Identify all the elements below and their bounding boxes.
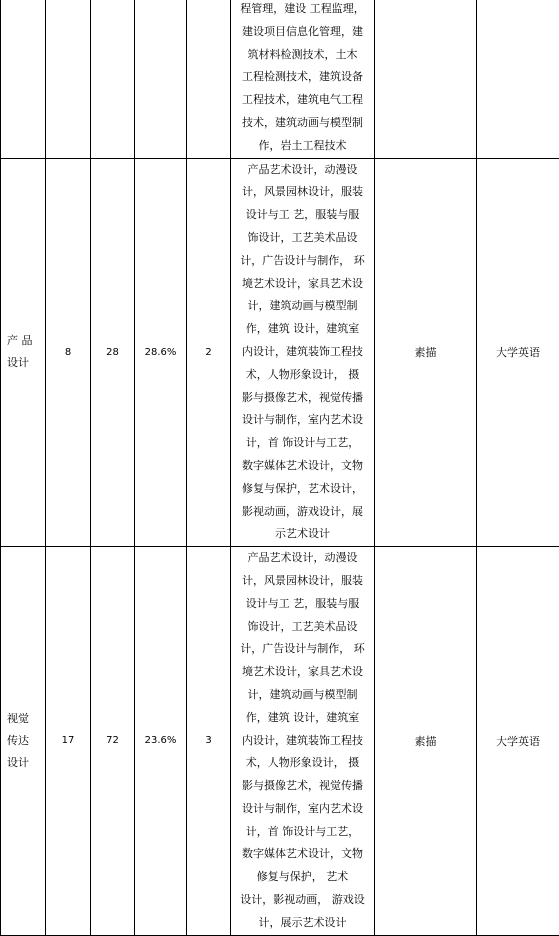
related-majors-line: 影与摄像艺术，视觉传播 [233, 387, 372, 410]
exam-subject-cell [477, 0, 559, 158]
related-majors-line: 示艺术设计 [233, 523, 372, 546]
related-majors-line: 计，建筑动画与模型制 [233, 295, 372, 318]
related-majors-cell [231, 547, 375, 936]
related-majors-line: 工程技术，建筑电气工程 [233, 89, 372, 112]
related-majors-line: 设计与工 艺，服装与服 [233, 593, 372, 616]
related-majors-line: 作，建筑 设计，建筑室 [233, 707, 372, 730]
related-majors-line: 计，广告设计与制作， 环 [233, 638, 372, 661]
related-majors-line: 内设计，建筑装饰工程技 [233, 730, 372, 753]
ratio-cell: 28.6% [135, 158, 187, 547]
related-majors-line: 修复与保护， 艺术 [233, 866, 372, 889]
related-majors-line: 技术，建筑动画与模型制 [233, 112, 372, 135]
level-cell [187, 0, 231, 158]
level-cell: 2 [187, 158, 231, 547]
exam-subject-cell: 素描 [375, 158, 477, 547]
level-cell: 3 [187, 547, 231, 936]
table-row [1, 0, 559, 158]
related-majors-line: 筑材料检测技术，土木 [233, 44, 372, 67]
exam-subject-cell: 大学英语 [477, 547, 559, 936]
exam-subject-cell: 大学英语 [477, 158, 559, 547]
plan-count-cell [91, 0, 135, 158]
enrollment-count-cell: 17 [46, 547, 91, 936]
plan-count-cell: 72 [91, 547, 135, 936]
major-name-cell [1, 158, 46, 547]
related-majors-line: 计，广告设计与制作， 环 [233, 250, 372, 273]
related-majors-line: 影视动画，游戏设计，展 [233, 501, 372, 524]
major-name-line: 设计 [7, 752, 45, 774]
related-majors-line: 饰设计，工艺美术品设 [233, 227, 372, 250]
enrollment-count-cell [46, 0, 91, 158]
related-majors-cell [231, 0, 375, 158]
table-row [1, 158, 559, 547]
related-majors-line: 产品艺术设计，动漫设 [233, 547, 372, 570]
ratio-cell: 23.6% [135, 547, 187, 936]
related-majors-line: 计，首 饰设计与工艺， [233, 432, 372, 455]
related-majors-line: 设计与制作，室内艺术设 [233, 409, 372, 432]
enrollment-count-cell: 8 [46, 158, 91, 547]
related-majors-line: 数字媒体艺术设计，文物 [233, 455, 372, 478]
table-body [1, 0, 559, 935]
related-majors-line: 术，人物形象设计， 摄 [233, 364, 372, 387]
related-majors-line: 程管理，建设 工程监理， [233, 0, 372, 21]
related-majors-line: 饰设计，工艺美术品设 [233, 616, 372, 639]
major-name-cell [1, 0, 46, 158]
related-majors-line: 建设项目信息化管理，建 [233, 21, 372, 44]
related-majors-line: 计，风景园林设计，服装 [233, 181, 372, 204]
table-row [1, 547, 559, 936]
related-majors-line: 产品艺术设计，动漫设 [233, 159, 372, 182]
related-majors-line: 计，首 饰设计与工艺， [233, 821, 372, 844]
related-majors-line: 作，岩土工程技术 [233, 135, 372, 158]
major-name-line: 产 品 [7, 330, 45, 352]
related-majors-line: 设计，影视动画， 游戏设 [233, 889, 372, 912]
related-majors-line: 计，建筑动画与模型制 [233, 684, 372, 707]
related-majors-line: 修复与保护，艺术设计， [233, 478, 372, 501]
major-name-cell [1, 547, 46, 936]
related-majors-line: 数字媒体艺术设计，文物 [233, 843, 372, 866]
related-majors-line: 设计与制作，室内艺术设 [233, 798, 372, 821]
major-name-line: 设计 [7, 352, 45, 374]
ratio-cell [135, 0, 187, 158]
related-majors-line: 术，人物形象设计， 摄 [233, 752, 372, 775]
related-majors-line: 计，展示艺术设计 [233, 912, 372, 935]
plan-count-cell: 28 [91, 158, 135, 547]
related-majors-line: 境艺术设计，家具艺术设 [233, 273, 372, 296]
related-majors-line: 工程检测技术，建筑设备 [233, 66, 372, 89]
exam-subject-cell: 素描 [375, 547, 477, 936]
related-majors-line: 作，建筑 设计，建筑室 [233, 318, 372, 341]
related-majors-line: 影与摄像艺术，视觉传播 [233, 775, 372, 798]
related-majors-line: 计，风景园林设计，服装 [233, 570, 372, 593]
major-name-line: 视觉 [7, 708, 45, 730]
related-majors-line: 内设计，建筑装饰工程技 [233, 341, 372, 364]
related-majors-line: 境艺术设计，家具艺术设 [233, 661, 372, 684]
major-name-line: 传达 [7, 730, 45, 752]
related-majors-cell [231, 158, 375, 547]
exam-subject-cell [375, 0, 477, 158]
related-majors-line: 设计与工 艺，服装与服 [233, 204, 372, 227]
